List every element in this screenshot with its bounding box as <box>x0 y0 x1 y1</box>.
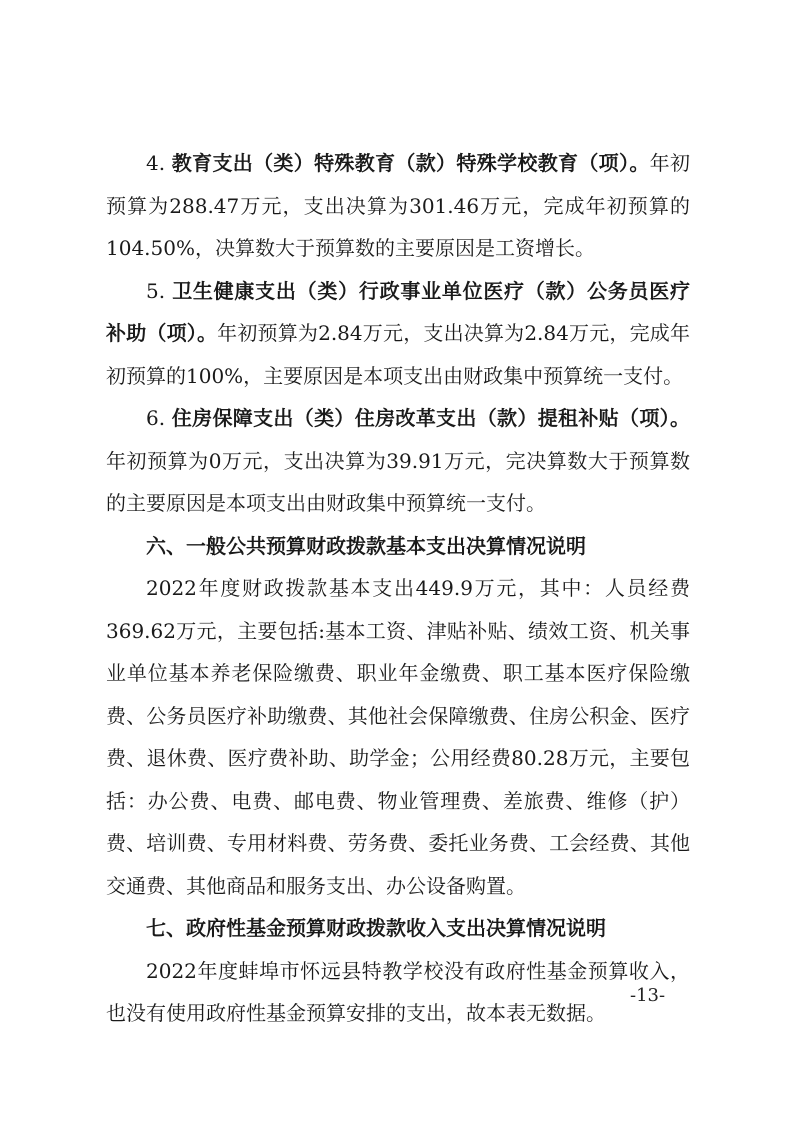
item-5-paragraph <box>106 270 690 398</box>
item-5-body: 年初预算为2.84万元，支出决算为2.84万元，完成年初预算的100%，主要原因是本项支出由财政集中预算统一支付。 <box>106 321 691 388</box>
item-4-paragraph <box>106 142 690 270</box>
page-number: -13- <box>630 985 666 1006</box>
section-6-body: 2022年度财政拨款基本支出449.9万元，其中：人员经费369.62万元，主要包括:基本工资、津贴补贴、绩效工资、机关事业单位基本养老保险缴费、职业年金缴费、职工基本医疗保险缴费、公务员医疗补助缴费、其他社会保障缴费、住房公积金、医疗费、退休费、医疗费补助、助学金；公用经费80.28万元，主要包括：办公费、电费、邮电费、物业管理费、差旅费、维修（护）费、培训费、专用材料费、劳务费、委托业务费、工会经费、其他交通费、其他商品和服务支出、办公设备购置。 <box>106 576 690 898</box>
item-6-paragraph <box>106 397 690 525</box>
item-4-title: 教育支出（类）特殊教育（款）特殊学校教育（项）。 <box>171 151 650 175</box>
item-6-title: 住房保障支出（类）住房改革支出（款）提租补贴（项）。 <box>171 406 690 430</box>
item-4-number: 4. <box>146 151 172 175</box>
item-4-body: 年初预算为288.47万元，支出决算为301.46万元，完成年初预算的104.50%，决算数大于预算数的主要原因是工资增长。 <box>106 151 691 260</box>
item-5-number: 5. <box>146 278 173 303</box>
item-6-body: 年初预算为0万元，支出决算为39.91万元，完决算数大于预算数的主要原因是本项支出由财政集中预算统一支付。 <box>106 448 690 515</box>
item-5-title: 卫生健康支出（类）行政事业单位医疗（款）公务员医疗补助（项）。 <box>106 278 690 345</box>
item-6-number: 6. <box>146 406 172 430</box>
section-7-body: 2022年度蚌埠市怀远县特教学校没有政府性基金预算收入，也没有使用政府性基金预算安排的支出，故本表无数据。 <box>106 958 690 1025</box>
section-7-heading: 七、政府性基金预算财政拨款收入支出决算情况说明 <box>146 916 606 940</box>
section-6-heading: 六、一般公共预算财政拨款基本支出决算情况说明 <box>146 533 586 558</box>
document-content <box>106 142 690 1035</box>
